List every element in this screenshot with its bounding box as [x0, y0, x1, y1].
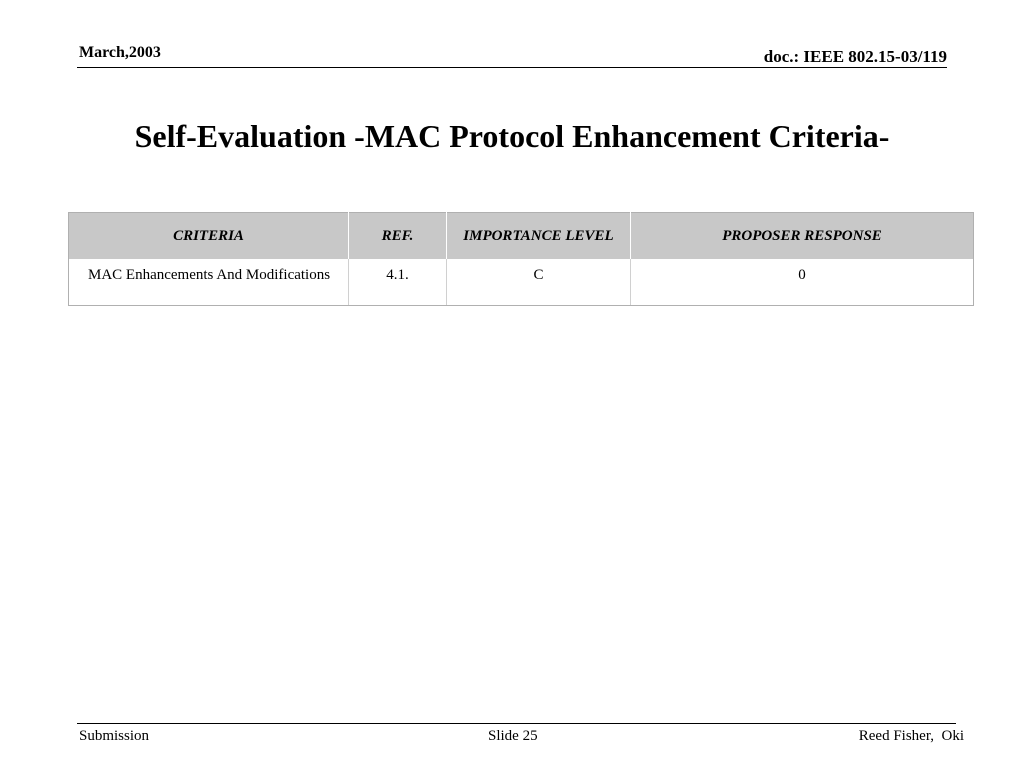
header-divider [77, 67, 947, 68]
header-date: March,2003 [79, 44, 161, 61]
column-header-importance-level: IMPORTANCE LEVEL [447, 213, 631, 260]
column-header-criteria: CRITERIA [69, 213, 349, 260]
cell-criteria: MAC Enhancements And Modifications [69, 259, 349, 305]
footer-submission: Submission [79, 728, 150, 744]
footer-slide-number: Slide 25 [488, 728, 538, 744]
cell-importance: C [447, 259, 631, 305]
column-header-proposer-response: PROPOSER RESPONSE [631, 213, 974, 260]
cell-ref: 4.1. [349, 259, 447, 305]
cell-response: 0 [631, 259, 974, 305]
criteria-table [68, 212, 974, 306]
footer-divider [77, 723, 956, 724]
slide-title: Self-Evaluation -MAC Protocol Enhancement Criteria- [134, 118, 890, 154]
column-header-ref: REF. [349, 213, 447, 260]
header-doc-id: doc.: IEEE 802.15-03/119 [763, 47, 947, 66]
table-header-row [69, 213, 974, 260]
table-row [69, 259, 974, 305]
footer-author: Reed Fisher, Oki [858, 728, 964, 744]
